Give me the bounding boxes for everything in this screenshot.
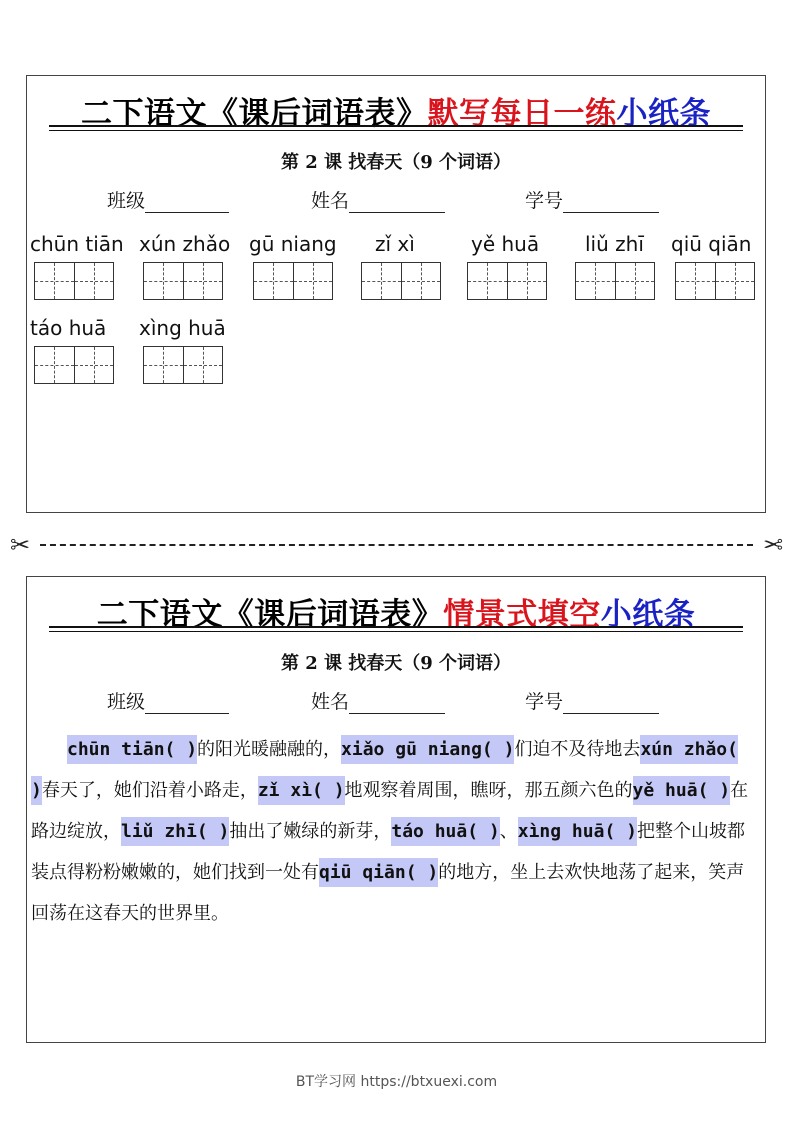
class-field[interactable]: 班级 xyxy=(107,186,229,213)
fill-blank[interactable]: yě huā( ) xyxy=(633,776,731,805)
dashed-line xyxy=(40,544,753,546)
paragraph-text: 地观察着周围，瞧呀，那五颜六色的 xyxy=(344,780,633,801)
footer-watermark: BT学习网 https://btxuexi.com xyxy=(295,1074,498,1090)
paragraph-text: 们迫不及待地去 xyxy=(514,739,641,760)
name-field[interactable]: 姓名 xyxy=(311,687,445,714)
writing-grid[interactable] xyxy=(143,262,223,300)
lesson-subtitle: 第 2 课 找春天（9 个词语） xyxy=(280,152,512,173)
paragraph-text: 的地方，坐上去欢快地荡了起来，笑声回荡在这春天的世界里。 xyxy=(31,862,745,924)
cut-line xyxy=(10,533,783,557)
writing-grid[interactable] xyxy=(143,346,223,384)
student-no-field[interactable]: 学号 xyxy=(525,687,659,714)
writing-grid[interactable] xyxy=(467,262,547,300)
student-no-field[interactable]: 学号 xyxy=(525,186,659,213)
writing-grid[interactable] xyxy=(253,262,333,300)
fill-blank[interactable]: xún zhǎo( ) xyxy=(31,735,738,805)
fill-blank[interactable]: xiǎo gū niang( ) xyxy=(341,735,514,764)
fill-blank[interactable]: zǐ xì( ) xyxy=(258,776,345,805)
paragraph-text: 抽出了嫩绿的新芽， xyxy=(229,821,392,842)
card-title: 二下语文《课后词语表》默写每日一练小纸条 xyxy=(81,96,711,132)
writing-grid[interactable] xyxy=(575,262,655,300)
writing-grid[interactable] xyxy=(34,262,114,300)
fill-blank[interactable]: xìng huā( ) xyxy=(518,817,637,846)
title-underline xyxy=(49,626,743,632)
fill-blank[interactable]: liǔ zhī( ) xyxy=(121,817,229,846)
writing-grid[interactable] xyxy=(675,262,755,300)
paragraph-text xyxy=(31,739,67,760)
fill-in-card xyxy=(26,576,766,1043)
dictation-card: 二下语文《课后词语表》默写每日一练小纸条 第 2 课 找春天（9 个词语） 班级 姓名 学号 chūn tiān xún zhǎo gū niang zǐ xì yě huā liǔ zhī qiū qiān táo huā xìng huā xyxy=(26,75,766,513)
name-field[interactable]: 姓名 xyxy=(311,186,445,213)
scissors-icon: ✂ xyxy=(10,531,31,559)
paragraph-text: 把整个山坡都装点得粉粉嫩嫩的，她们找到一处有 xyxy=(31,821,745,883)
lesson-subtitle: 第 2 课 找春天（9 个词语） xyxy=(280,653,512,674)
scissors-icon: ✂ xyxy=(762,531,783,559)
title-underline xyxy=(49,125,743,131)
fill-blank[interactable]: chūn tiān( ) xyxy=(67,735,197,764)
paragraph-text: 的阳光暖融融的， xyxy=(197,739,342,760)
writing-grid[interactable] xyxy=(361,262,441,300)
class-field[interactable]: 班级 xyxy=(107,687,229,714)
paragraph-text: 在路边绽放， xyxy=(31,780,749,842)
context-paragraph xyxy=(31,729,759,934)
writing-grid[interactable] xyxy=(34,346,114,384)
card-title: 二下语文《课后词语表》情景式填空小纸条 xyxy=(96,597,696,633)
paragraph-text: 、 xyxy=(499,821,518,842)
fill-blank[interactable]: táo huā( ) xyxy=(391,817,499,846)
fill-blank[interactable]: qiū qiān( ) xyxy=(319,858,438,887)
paragraph-text: 春天了，她们沿着小路走， xyxy=(41,780,258,801)
